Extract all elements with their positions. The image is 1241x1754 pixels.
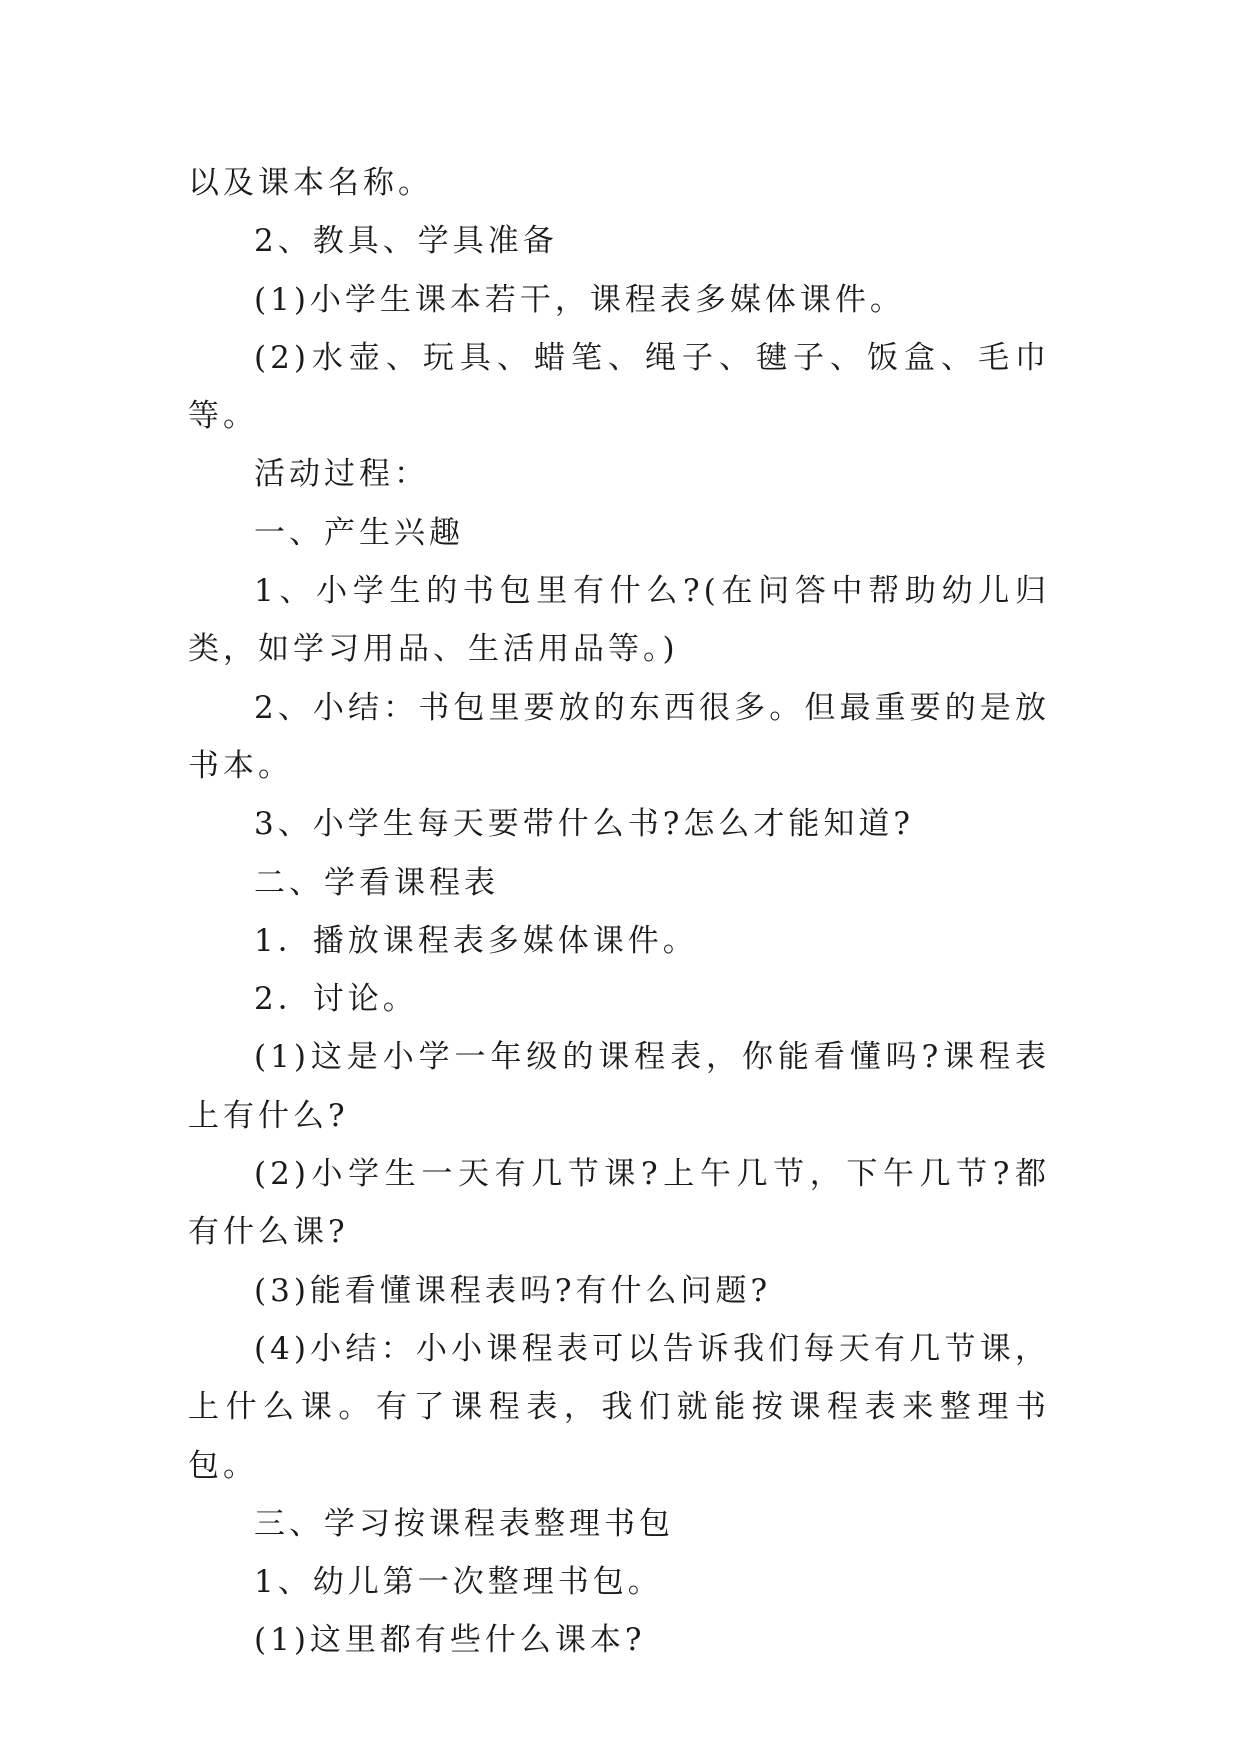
- document-body: [188, 154, 1050, 1670]
- paragraph: (2)小学生一天有几节课?上午几节，下午几节?都有什么课?: [188, 1156, 1050, 1251]
- paragraph: 2．讨论。: [254, 981, 418, 1018]
- paragraph: 2、教具、学具准备: [254, 223, 558, 260]
- paragraph: 2、小结：书包里要放的东西很多。但最重要的是放书本。: [188, 689, 1050, 784]
- paragraph: 3、小学生每天要带什么书?怎么才能知道?: [254, 806, 914, 843]
- paragraph: 1、小学生的书包里有什么?(在问答中帮助幼儿归类，如学习用品、生活用品等。): [188, 573, 1050, 668]
- paragraph: 1、幼儿第一次整理书包。: [254, 1564, 663, 1601]
- paragraph: (3)能看懂课程表吗?有什么问题?: [254, 1272, 772, 1309]
- section-heading: 三、学习按课程表整理书包: [254, 1505, 674, 1542]
- paragraph: 以及课本名称。: [188, 165, 433, 201]
- paragraph: (4)小结：小小课程表可以告诉我们每天有几节课，上什么课。有了课程表，我们就能按课程表来整理书包。: [188, 1330, 1050, 1484]
- paragraph: (1)这是小学一年级的课程表，你能看懂吗?课程表上有什么?: [188, 1039, 1050, 1134]
- section-label: 活动过程：: [254, 456, 429, 493]
- section-heading: 二、学看课程表: [254, 864, 499, 901]
- paragraph: (1)这里都有些什么课本?: [254, 1622, 646, 1659]
- paragraph: (2)水壶、玩具、蜡笔、绳子、毽子、饭盒、毛巾等。: [188, 339, 1050, 435]
- section-heading: 一、产生兴趣: [254, 514, 464, 551]
- paragraph: (1)小学生课本若干，课程表多媒体课件。: [254, 281, 905, 318]
- paragraph: 1．播放课程表多媒体课件。: [254, 922, 698, 959]
